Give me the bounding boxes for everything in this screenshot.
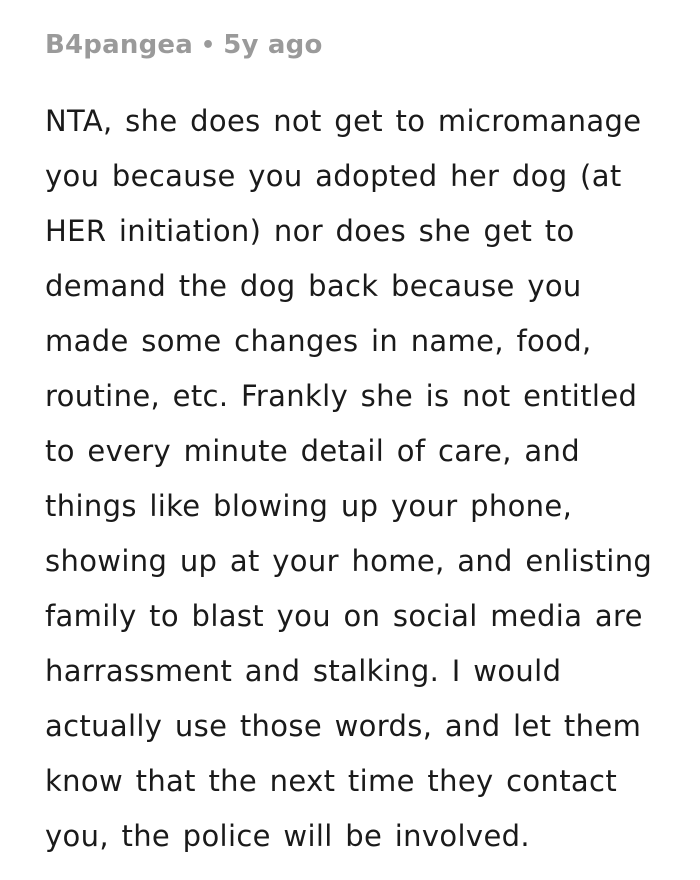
comment-line: NTA, she does not get to micromanage <box>45 104 642 138</box>
comment-line: routine, etc. Frankly she is not entitled <box>45 379 638 413</box>
comment-line: demand the dog back because you <box>45 269 582 303</box>
comment-line: to every minute detail of care, and <box>45 434 580 468</box>
comment-line: family to blast you on social media are <box>45 599 643 633</box>
comment-body <box>45 94 670 864</box>
comment-meta <box>45 24 670 66</box>
comment-line: HER initiation) nor does she get to <box>45 214 575 248</box>
comment-line: harrassment and stalking. I would <box>45 654 562 688</box>
comment-author[interactable]: B4pangea <box>45 30 193 60</box>
comment-line: you because you adopted her dog (at <box>45 159 622 193</box>
comment-line: know that the next time they contact <box>45 764 618 798</box>
comment-line: showing up at your home, and enlisting <box>45 544 653 578</box>
comment-age: 5y ago <box>223 30 323 60</box>
comment-line: actually use those words, and let them <box>45 709 642 743</box>
meta-separator: • <box>200 32 216 58</box>
comment-line: things like blowing up your phone, <box>45 489 573 523</box>
comment-line: you, the police will be involved. <box>45 819 530 853</box>
comment-line: made some changes in name, food, <box>45 324 592 358</box>
